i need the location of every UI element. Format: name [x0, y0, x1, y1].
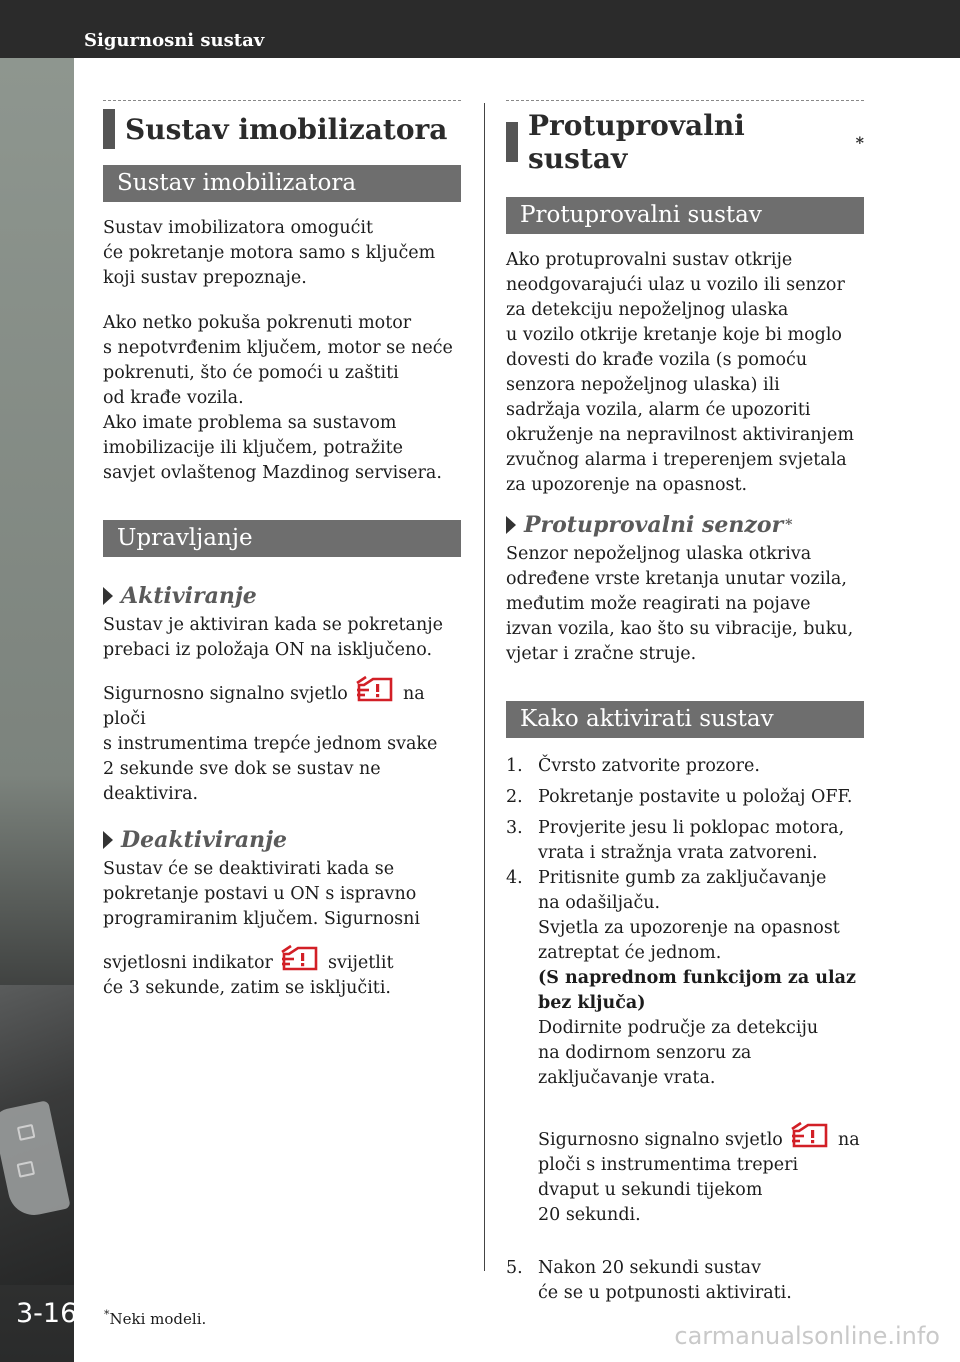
chapter-rule	[103, 100, 461, 101]
paragraph: Sustav imobilizatora omogućit će pokretanje motora samo s ključem koji sustav prepoznaje.	[103, 218, 436, 288]
paragraph: Sustav će se deaktivirati kada se pokretanje postavi u ON s ispravno programiranim ključem. Sigurnosni	[103, 859, 420, 929]
left-column	[103, 100, 461, 1021]
subheading-deactivation: Deaktiviranje	[103, 827, 461, 853]
chapter-rule	[506, 100, 864, 101]
page-number: 3-16	[16, 1298, 78, 1329]
paragraph: Sustav je aktiviran kada se pokretanje prebaci iz položaja ON na isključeno.	[103, 615, 444, 660]
subheading-intrusion-sensor: Protuprovalni senzor *	[506, 512, 864, 538]
footnote: *Neki modeli.	[104, 1308, 207, 1328]
right-column	[506, 100, 864, 1312]
list-item: 2. Pokretanje postavite u položaj OFF.	[506, 787, 853, 807]
security-indicator-icon	[355, 673, 395, 703]
subheading-activation: Aktiviranje	[103, 583, 461, 609]
steps-list	[506, 754, 864, 1306]
list-item: 4. Pritisnite gumb za zaključavanje na odašiljaču. Svjetla za upozorenje na opasnost zatreptat će jednom. (S naprednom funkcijom za ulaz bez ključa) Dodirnite područje za detekciju na dodirnom senzoru za zaključavanje vrata. Sigurnosno signalno svjetlo na ploči s instrumentima treperi dvaput u sekundi tijekom 20 sekundi.	[506, 868, 860, 1225]
door-lock-panel	[0, 1100, 71, 1220]
door-lock-photo	[0, 985, 74, 1285]
chapter-marker	[103, 109, 115, 149]
security-indicator-icon	[790, 1119, 830, 1149]
section-bar-how-to-arm: Kako aktivirati sustav	[506, 701, 864, 738]
bullet-icon	[103, 831, 113, 849]
list-item: 5. Nakon 20 sekundi sustav će se u potpunosti aktivirati.	[506, 1258, 792, 1303]
paragraph-with-icon: Sigurnosno signalno svjetlo na ploči s instrumentima trepće jednom svake 2 sekunde sve dok se sustav ne deaktivira.	[103, 673, 461, 807]
list-item: 3. Provjerite jesu li poklopac motora, vrata i stražnja vrata zatvoreni.	[506, 818, 845, 863]
unlock-icon	[17, 1161, 36, 1178]
header-title: Sigurnosni sustav	[84, 30, 265, 51]
bullet-icon	[103, 587, 113, 605]
paragraph: Senzor nepoželjnog ulaska otkriva određene vrste kretanja unutar vozila, međutim može reagirati na pojave izvan vozila, kao što su vibracije, buku, vjetar i zračne struje.	[506, 544, 854, 664]
chapter-marker	[506, 122, 518, 162]
watermark: carmanualsonline.info	[674, 1322, 940, 1350]
section-bar-operation: Upravljanje	[103, 520, 461, 557]
header-bar	[0, 0, 960, 58]
column-divider	[484, 103, 485, 1271]
lock-icon	[17, 1124, 36, 1141]
section-bar-antitheft: Protuprovalni sustav	[506, 197, 864, 234]
chapter-title-antitheft: Protuprovalni sustav *	[506, 109, 864, 175]
paragraph-with-icon: svjetlosni indikator svijetlit će 3 sekunde, zatim se isključiti.	[103, 942, 461, 1001]
bullet-icon	[506, 516, 516, 534]
paragraph: Ako protuprovalni sustav otkrije neodgovarajući ulaz u vozilo ili senzor za detekciju nepoželjnog ulaska u vozilo otkrije kretanje koje bi moglo dovesti do krađe vozila (s pomoću senzora nepoželjnog ulaska) ili sadržaja vozila, alarm će upozoriti okruženje na nepravilnost aktiviranjem zvučnog alarma i treperenjem svjetala za upozorenje na opasnost.	[506, 250, 854, 495]
security-indicator-icon	[280, 942, 320, 972]
section-bar-immobilizer: Sustav imobilizatora	[103, 165, 461, 202]
paragraph: Ako netko pokuša pokrenuti motor s nepotvrđenim ključem, motor se neće pokrenuti, što će pomoći u zaštiti od krađe vozila. Ako imate problema sa sustavom imobilizacije ili ključem, potražite savjet ovlaštenog Mazdinog servisera.	[103, 313, 453, 483]
chapter-title-immobilizer: Sustav imobilizatora	[103, 109, 461, 149]
list-item: 1. Čvrsto zatvorite prozore.	[506, 756, 760, 776]
